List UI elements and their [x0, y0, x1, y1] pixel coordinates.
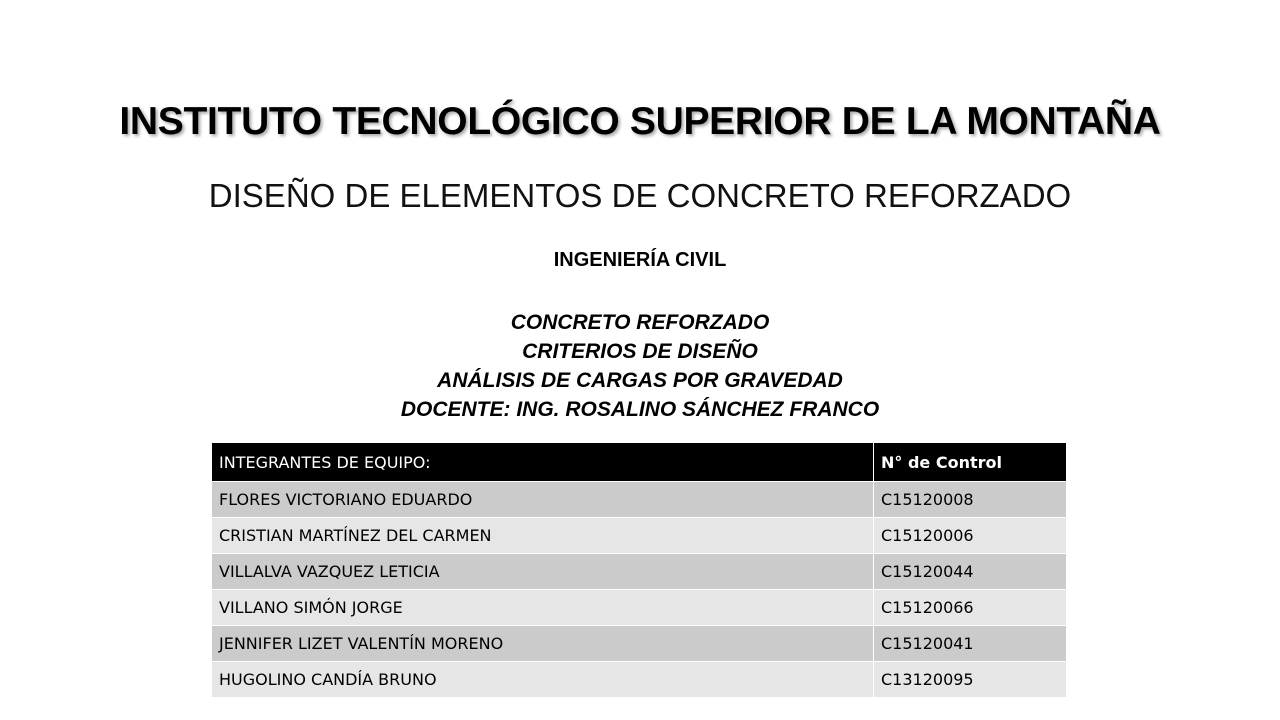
- table-row: [212, 518, 1067, 554]
- control-number: C15120006: [874, 518, 1067, 554]
- career-name: INGENIERÍA CIVIL: [553, 249, 727, 271]
- member-name: VILLALVA VAZQUEZ LETICIA: [212, 554, 874, 590]
- member-name: VILLANO SIMÓN JORGE: [212, 590, 874, 626]
- table-row: [212, 590, 1067, 626]
- table-row: [212, 482, 1067, 518]
- table-row: [212, 662, 1067, 698]
- team-members-table: [211, 442, 1067, 698]
- table-row: [212, 554, 1067, 590]
- member-name: HUGOLINO CANDÍA BRUNO: [212, 662, 874, 698]
- teacher-line: DOCENTE: ING. ROSALINO SÁNCHEZ FRANCO: [400, 398, 880, 421]
- header-members: INTEGRANTES DE EQUIPO:: [212, 443, 874, 482]
- control-number: C15120066: [874, 590, 1067, 626]
- member-name: FLORES VICTORIANO EDUARDO: [212, 482, 874, 518]
- control-number: C15120008: [874, 482, 1067, 518]
- member-name: CRISTIAN MARTÍNEZ DEL CARMEN: [212, 518, 874, 554]
- header-control-number: N° de Control: [874, 443, 1067, 482]
- control-number: C15120044: [874, 554, 1067, 590]
- institute-title: INSTITUTO TECNOLÓGICO SUPERIOR DE LA MONTAÑA: [119, 100, 1161, 143]
- topic-line: CRITERIOS DE DISEÑO: [522, 340, 758, 363]
- control-number: C13120095: [874, 662, 1067, 698]
- topic-line: CONCRETO REFORZADO: [510, 311, 770, 334]
- member-name: JENNIFER LIZET VALENTÍN MORENO: [212, 626, 874, 662]
- control-number: C15120041: [874, 626, 1067, 662]
- table-row: [212, 626, 1067, 662]
- table-header-row: [212, 443, 1067, 482]
- course-subtitle: DISEÑO DE ELEMENTOS DE CONCRETO REFORZADO: [208, 177, 1072, 214]
- topic-line: ANÁLISIS DE CARGAS POR GRAVEDAD: [437, 369, 843, 392]
- topics-block: [0, 308, 1280, 424]
